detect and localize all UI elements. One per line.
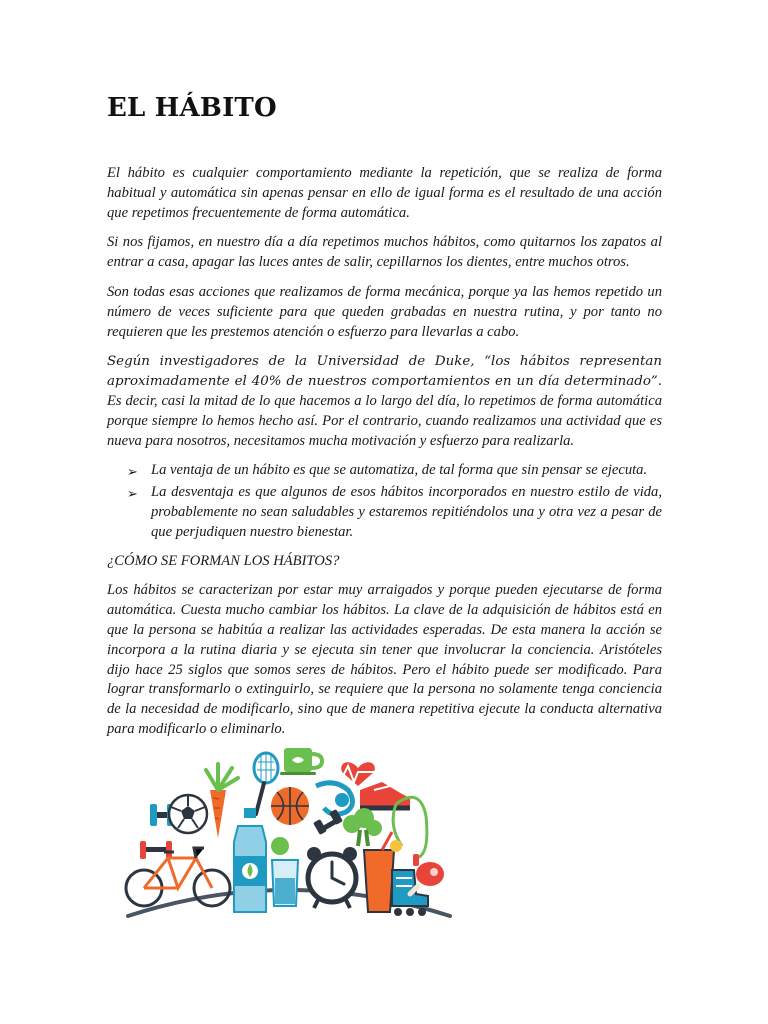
bullet-list	[107, 461, 662, 542]
broccoli-icon	[343, 808, 382, 846]
paragraph: Los hábitos se caracterizan por estar muy arraigados y porque pueden ejecutarse de forma automática. Cuesta mucho cambiar los hábitos. La clave de la adquisición de hábitos está en que la persona se habitúa a realizar las actividades esperadas. De esta manera la acción se incorpora a la rutina diaria y se ejecuta sin tener que involucrar la conciencia. Aristóteles dijo hace 25 siglos que somos seres de hábitos. Pero el hábito puede ser modificado. Para lograr transformarlo o extinguirlo, se requiere que la persona no solamente tenga conciencia de la necesidad de modificarlo, sino que de manera repetitiva ejecute la conducta alternativa para modificarlo o eliminarlo.	[107, 582, 662, 737]
section-heading: ¿CÓMO SE FORMAN LOS HÁBITOS?	[107, 552, 340, 569]
basketball-icon	[271, 787, 309, 825]
list-item: ➢ La desventaja es que algunos de esos hábitos incorporados en nuestro estilo de vida, probablemente no sean saludables y estaremos repitiéndolos una y otra vez a pesar de que perjudiquen nuestro bienestar.	[127, 484, 662, 540]
carrot-icon	[206, 764, 238, 838]
duke-paragraph	[107, 352, 662, 451]
glass-icon	[272, 860, 298, 906]
tape-measure-icon	[316, 783, 353, 814]
arrow-bullet-icon: ➢	[127, 464, 138, 480]
arrow-bullet-icon: ➢	[127, 486, 138, 502]
paragraph: Son todas esas acciones que realizamos de forma mecánica, porque ya las hemos repetido un número de veces suficiente para que queden grabadas en nuestra rutina, y por tanto no requieren que les prestemos atención o esfuerzo para llevarlas a cabo.	[107, 283, 662, 340]
duke-rest: Es decir, casi la mitad de lo que hacemos a lo largo del día, lo repetimos de forma automática porque siempre lo hemos hecho así. Por el contrario, cuando realizamos una actividad que es nueva para nosotros, necesitamos mucha motivación y esfuerzo para realizarla.	[107, 392, 662, 449]
mug-icon	[280, 748, 322, 775]
alarm-clock-icon	[307, 847, 357, 908]
duke-quote: Según investigadores de la Universidad de Duke, “los hábitos representan aproximadamente el 40% de nuestros comportamientos en un día determinado”.	[107, 354, 662, 390]
paragraph: El hábito es cualquier comportamiento mediante la repetición, que se realiza de forma habitual y automática sin apenas pensar en ello de igual forma es el resultado de una acción que repetimos frecuentemente de forma automática.	[107, 165, 662, 221]
document-body	[107, 164, 662, 750]
sneaker-icon	[360, 782, 410, 808]
paragraph: Si nos fijamos, en nuestro día a día repetimos muchos hábitos, como quitarnos los zapatos al entrar a casa, apagar las luces antes de salir, cepillarnos los dientes, entre muchos otros.	[107, 234, 662, 271]
water-bottle-icon	[234, 808, 266, 912]
soccer-ball-icon	[169, 795, 207, 833]
page-title: EL HÁBITO	[107, 93, 277, 123]
tennis-ball-icon	[271, 837, 289, 855]
list-item: ➢ La ventaja de un hábito es que se automatiza, de tal forma que sin pensar se ejecuta.	[151, 461, 662, 481]
healthy-habits-illustration	[120, 746, 455, 924]
